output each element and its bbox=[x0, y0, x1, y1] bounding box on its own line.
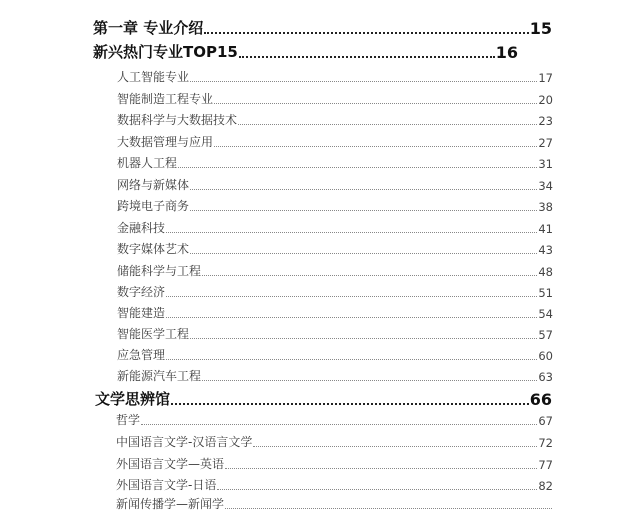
toc-section-page: 16 bbox=[495, 43, 518, 62]
toc-section-entry[interactable] bbox=[93, 41, 518, 62]
toc-item[interactable] bbox=[117, 240, 553, 257]
toc-item-label: 数字媒体艺术 bbox=[117, 242, 190, 256]
toc-item[interactable] bbox=[117, 304, 553, 321]
toc-item-page: 34 bbox=[538, 179, 553, 193]
toc-item-page: 43 bbox=[538, 243, 553, 257]
toc-item[interactable] bbox=[116, 455, 553, 472]
toc-item-page: 17 bbox=[538, 71, 553, 85]
toc-item[interactable] bbox=[117, 346, 553, 363]
dot-leader bbox=[190, 338, 537, 339]
dot-leader bbox=[141, 424, 537, 425]
toc-item-page: 63 bbox=[538, 370, 553, 384]
toc-item[interactable] bbox=[117, 176, 553, 193]
dot-leader bbox=[166, 317, 537, 318]
toc-section-entry[interactable] bbox=[95, 388, 552, 409]
dot-leader bbox=[225, 468, 537, 469]
toc-item[interactable] bbox=[117, 283, 553, 300]
toc-chapter-label: 第一章 专业介绍 bbox=[93, 19, 204, 37]
toc-item-label: 储能科学与工程 bbox=[117, 264, 202, 278]
toc-item-label: 大数据管理与应用 bbox=[117, 135, 214, 149]
toc-item[interactable] bbox=[117, 154, 553, 171]
toc-item[interactable] bbox=[116, 495, 553, 512]
toc-item[interactable] bbox=[117, 111, 553, 128]
toc-item[interactable] bbox=[117, 133, 553, 150]
dot-leader bbox=[190, 210, 537, 211]
toc-item-page: 41 bbox=[538, 222, 553, 236]
toc-item-page: 23 bbox=[538, 114, 553, 128]
toc-item-page: 38 bbox=[538, 200, 553, 214]
dot-leader bbox=[171, 403, 529, 405]
toc-item-page: 54 bbox=[538, 307, 553, 321]
toc-item-page: 82 bbox=[538, 479, 553, 493]
dot-leader bbox=[225, 508, 552, 509]
toc-item-page: 51 bbox=[538, 286, 553, 300]
toc-item[interactable] bbox=[117, 262, 553, 279]
toc-item[interactable] bbox=[116, 476, 553, 493]
toc-item-page: 67 bbox=[538, 414, 553, 428]
dot-leader bbox=[190, 81, 537, 82]
toc-item[interactable] bbox=[117, 90, 553, 107]
toc-item-label: 中国语言文学-汉语言文学 bbox=[116, 435, 253, 449]
dot-leader bbox=[239, 56, 495, 58]
toc-item-label: 新闻传播学—新闻学 bbox=[116, 497, 225, 511]
toc-item-label: 智能制造工程专业 bbox=[117, 92, 214, 106]
dot-leader bbox=[253, 446, 537, 447]
toc-section-label: 新兴热门专业TOP15 bbox=[93, 43, 238, 61]
toc-chapter-page: 15 bbox=[529, 19, 552, 38]
dot-leader bbox=[190, 253, 537, 254]
toc-item-page: 77 bbox=[538, 458, 553, 472]
toc-item-page: 27 bbox=[538, 136, 553, 150]
toc-item[interactable] bbox=[116, 433, 553, 450]
toc-item-label: 网络与新媒体 bbox=[117, 178, 190, 192]
dot-leader bbox=[166, 296, 537, 297]
toc-item-label: 智能医学工程 bbox=[117, 327, 190, 341]
toc-chapter-entry[interactable] bbox=[93, 17, 552, 38]
dot-leader bbox=[166, 359, 537, 360]
toc-item-label: 外国语言文学—英语 bbox=[116, 457, 225, 471]
toc-item-label: 外国语言文学-日语 bbox=[116, 478, 217, 492]
toc-item-page: 20 bbox=[538, 93, 553, 107]
toc-item[interactable] bbox=[117, 68, 553, 85]
dot-leader bbox=[178, 167, 537, 168]
dot-leader bbox=[204, 32, 529, 34]
toc-item-label: 数字经济 bbox=[117, 285, 166, 299]
toc-item-label: 跨境电子商务 bbox=[117, 199, 190, 213]
toc-item[interactable] bbox=[117, 197, 553, 214]
toc-item[interactable] bbox=[116, 411, 553, 428]
toc-item-label: 人工智能专业 bbox=[117, 70, 190, 84]
dot-leader bbox=[217, 489, 537, 490]
dot-leader bbox=[166, 232, 537, 233]
dot-leader bbox=[202, 275, 537, 276]
toc-item-page: 72 bbox=[538, 436, 553, 450]
toc-item-label: 金融科技 bbox=[117, 221, 166, 235]
dot-leader bbox=[214, 146, 537, 147]
dot-leader bbox=[190, 189, 537, 190]
toc-item-page: 57 bbox=[538, 328, 553, 342]
dot-leader bbox=[202, 380, 537, 381]
toc-item-label: 机器人工程 bbox=[117, 156, 178, 170]
toc-item[interactable] bbox=[117, 219, 553, 236]
toc-item-label: 哲学 bbox=[116, 413, 141, 427]
toc-item[interactable] bbox=[117, 367, 553, 384]
dot-leader bbox=[238, 124, 537, 125]
toc-item[interactable] bbox=[117, 325, 553, 342]
toc-item-page: 60 bbox=[538, 349, 553, 363]
toc-item-label: 应急管理 bbox=[117, 348, 166, 362]
toc-section-label: 文学思辨馆 bbox=[95, 390, 171, 408]
toc-item-label: 数据科学与大数据技术 bbox=[117, 113, 238, 127]
toc-item-label: 新能源汽车工程 bbox=[117, 369, 202, 383]
toc-item-page: 48 bbox=[538, 265, 553, 279]
toc-item-page: 31 bbox=[538, 157, 553, 171]
toc-item-label: 智能建造 bbox=[117, 306, 166, 320]
toc-section-page: 66 bbox=[529, 390, 552, 409]
dot-leader bbox=[214, 103, 537, 104]
